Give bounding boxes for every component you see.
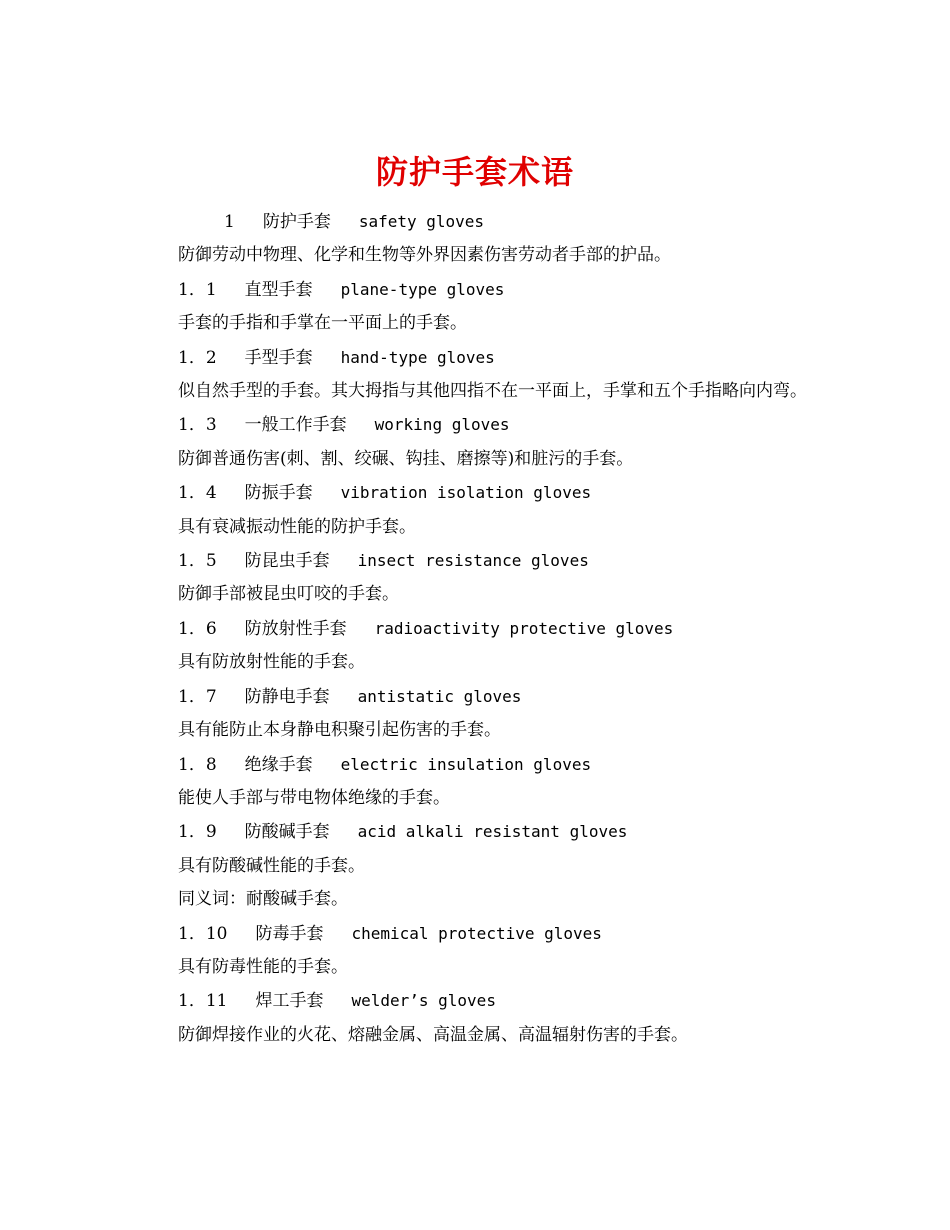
term-definition: 防御劳动中物理、化学和生物等外界因素伤害劳动者手部的护品。 [178, 245, 671, 266]
term-english: hand-type gloves [340, 347, 495, 367]
term-chinese: 防静电手套 [244, 686, 330, 707]
term-definition: 具有衰减振动性能的防护手套。 [178, 516, 416, 537]
term-entry [140, 984, 815, 1018]
term-number: 1．8 [178, 754, 217, 775]
term-english: chemical protective gloves [351, 923, 602, 943]
term-definition: 具有能防止本身静电积聚引起伤害的手套。 [178, 720, 501, 741]
term-chinese: 防昆虫手套 [244, 551, 330, 572]
term-english: insect resistance gloves [357, 551, 589, 571]
term-english: electric insulation gloves [340, 754, 592, 774]
term-chinese: 防护手套 [262, 212, 331, 232]
term-chinese: 直型手套 [244, 279, 313, 300]
term-number: 1．9 [178, 822, 217, 843]
term-chinese: 防毒手套 [255, 923, 324, 944]
term-chinese: 防放射性手套 [244, 618, 347, 639]
term-entry [140, 680, 815, 714]
term-entry [140, 917, 815, 951]
term-chinese: 手型手套 [244, 347, 313, 368]
term-chinese: 焊工手套 [255, 991, 324, 1012]
term-number: 1．11 [178, 991, 228, 1012]
term-entry [140, 205, 815, 239]
document-title: 防护手套术语 [375, 153, 574, 192]
term-number: 1．5 [178, 551, 217, 572]
term-english: acid alkali resistant gloves [357, 822, 628, 842]
term-entry [140, 748, 815, 782]
term-chinese: 防振手套 [244, 483, 313, 504]
term-number: 1．2 [178, 347, 217, 368]
term-number: 1．3 [178, 415, 217, 436]
term-entry [140, 341, 815, 375]
term-entry [140, 612, 815, 646]
term-chinese: 一般工作手套 [244, 415, 347, 436]
term-definition: 似自然手型的手套。其大拇指与其他四指不在一平面上，手掌和五个手指略向内弯。 [178, 381, 807, 402]
term-english: plane-type gloves [340, 279, 505, 299]
term-entry [140, 815, 815, 849]
term-definition: 具有防酸碱性能的手套。 [178, 855, 365, 876]
term-chinese: 绝缘手套 [244, 754, 313, 775]
term-english: working gloves [374, 415, 510, 435]
term-number: 1．7 [178, 686, 217, 707]
term-definition: 手套的手指和手掌在一平面上的手套。 [178, 313, 467, 334]
term-english: radioactivity protective gloves [374, 618, 674, 638]
term-number: 1．1 [178, 279, 217, 300]
term-entry [140, 476, 815, 510]
term-definition: 同义词：耐酸碱手套。 [178, 889, 348, 910]
term-number: 1．10 [178, 923, 228, 944]
document-body [140, 205, 815, 1052]
term-english: antistatic gloves [357, 686, 522, 706]
term-entry [140, 408, 815, 442]
term-entry [140, 273, 815, 307]
term-definition: 防御手部被昆虫叮咬的手套。 [178, 584, 399, 605]
term-definition: 具有防放射性能的手套。 [178, 652, 365, 673]
term-definition: 能使人手部与带电物体绝缘的手套。 [178, 787, 450, 808]
term-english: vibration isolation gloves [340, 483, 592, 503]
term-definition: 防御普通伤害(刺、割、绞碾、钩挂、磨擦等)和脏污的手套。 [178, 448, 634, 469]
term-number: 1 [224, 212, 235, 232]
term-definition: 防御焊接作业的火花、熔融金属、高温金属、高温辐射伤害的手套。 [178, 1024, 688, 1045]
term-number: 1．6 [178, 618, 217, 639]
term-definition: 具有防毒性能的手套。 [178, 956, 348, 977]
term-english: welder’s gloves [351, 991, 496, 1011]
term-entry [140, 544, 815, 578]
term-chinese: 防酸碱手套 [244, 822, 330, 843]
term-number: 1．4 [178, 483, 217, 504]
term-english: safety gloves [358, 212, 485, 231]
